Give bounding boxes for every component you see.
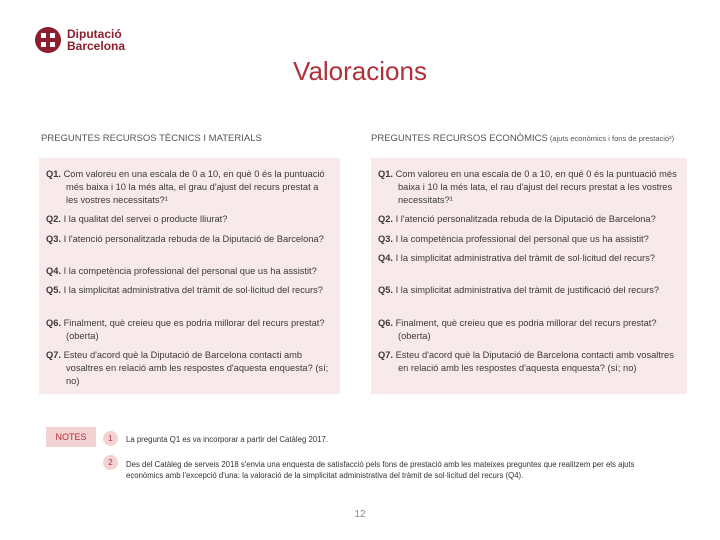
question-text: Com valoreu en una escala de 0 a 10, en què 0 és la puntuació més baixa i 10 la més lata, el rau d'ajust del recurs prestat a les vostres necessitats?¹ [393, 169, 677, 205]
question-text: I la simplicitat administrativa del tràmit de sol·licitud del recurs? [393, 253, 655, 263]
note-marker-2: 2 [103, 455, 118, 470]
question-number: Q2. [378, 214, 393, 224]
question-text: Com valoreu en una escala de 0 a 10, en què 0 és la puntuació més baixa i 10 la més alta, el grau d'ajust del recurs prestat a les vostres necessitats?¹ [61, 169, 325, 205]
question-text: I l'atenció personalitzada rebuda de la Diputació de Barcelona? [393, 214, 656, 224]
question-text: Finalment, què creieu que es podria millorar del recurs prestat?(oberta) [61, 318, 325, 341]
question-text: I la simplicitat administrativa del tràmit de sol·licitud del recurs? [61, 285, 323, 295]
question-text: Finalment, què creieu que es podria millorar del recurs prestat?(oberta) [393, 318, 657, 341]
logo-line-1: Diputació [67, 27, 122, 41]
logo-text [67, 28, 125, 52]
question-number: Q1. [46, 169, 61, 179]
page-number: 12 [354, 509, 366, 520]
question-number: Q3. [46, 234, 61, 244]
left-question-q6 [46, 317, 330, 343]
question-text: I la qualitat del servei o producte lliurat? [61, 214, 228, 224]
page-title: Valoracions [293, 56, 427, 86]
question-number: Q6. [46, 318, 61, 328]
left-column-heading: PREGUNTES RECURSOS TÈCNICS I MATERIALS [41, 133, 262, 144]
right-question-q2 [378, 213, 681, 226]
question-text: I la simplicitat administrativa del tràmit de justificació del recurs? [393, 285, 660, 295]
notes-label: NOTES [46, 427, 96, 447]
question-number: Q6. [378, 318, 393, 328]
diputacio-emblem-icon [34, 26, 62, 54]
logo [34, 26, 125, 54]
left-question-q4 [46, 265, 336, 278]
left-question-q1 [46, 168, 330, 207]
right-question-q1 [378, 168, 681, 207]
question-text: I la competència professional del personal que us ha assistit? [393, 234, 649, 244]
logo-line-2: Barcelona [67, 39, 126, 53]
question-text: I la competència professional del personal que us ha assistit? [61, 266, 317, 276]
question-number: Q4. [46, 266, 61, 276]
right-question-q4 [378, 252, 681, 265]
question-number: Q5. [378, 285, 393, 295]
note-text-1: La pregunta Q1 es va incorporar a partir del Catàleg 2017. [126, 435, 328, 444]
question-number: Q4. [378, 253, 393, 263]
right-question-q5 [378, 284, 681, 297]
right-heading-main: PREGUNTES RECURSOS ECONÒMICS [371, 133, 548, 144]
right-question-q7 [378, 349, 681, 375]
question-number: Q2. [46, 214, 61, 224]
question-number: Q3. [378, 234, 393, 244]
question-text: Esteu d'acord què la Diputació de Barcelona contacti amb vosaltres en relació amb les respostes d'aquesta enquesta? (sí; no) [61, 350, 329, 386]
note-marker-1: 1 [103, 431, 118, 446]
left-question-q3 [46, 233, 330, 246]
question-number: Q1. [378, 169, 393, 179]
question-number: Q7. [378, 350, 393, 360]
right-question-q3 [378, 233, 681, 246]
right-heading-note: (ajuts econòmics i fons de prestació²) [547, 134, 675, 143]
note-text-2: Des del Catàleg de serveis 2018 s'envia una enquesta de satisfacció pels fons de prestació amb les mateixes preguntes que realitzem per els ajuts econòmics amb l'excepció d'una: la valoració de la simplicitat administrativa del tràmit de sol·licitud del recurs (Q4). [126, 460, 635, 480]
right-column-heading [371, 133, 674, 144]
question-number: Q7. [46, 350, 61, 360]
right-question-q6 [378, 317, 681, 343]
question-text: I l'atenció personalitzada rebuda de la Diputació de Barcelona? [61, 234, 324, 244]
left-question-q7 [46, 349, 330, 388]
left-question-q2 [46, 213, 330, 226]
question-text: Esteu d'acord què la Diputació de Barcelona contacti amb vosaltres en relació amb les respostes d'aquesta enquesta? (sí; no) [393, 350, 674, 373]
question-number: Q5. [46, 285, 61, 295]
left-question-q5 [46, 284, 330, 297]
